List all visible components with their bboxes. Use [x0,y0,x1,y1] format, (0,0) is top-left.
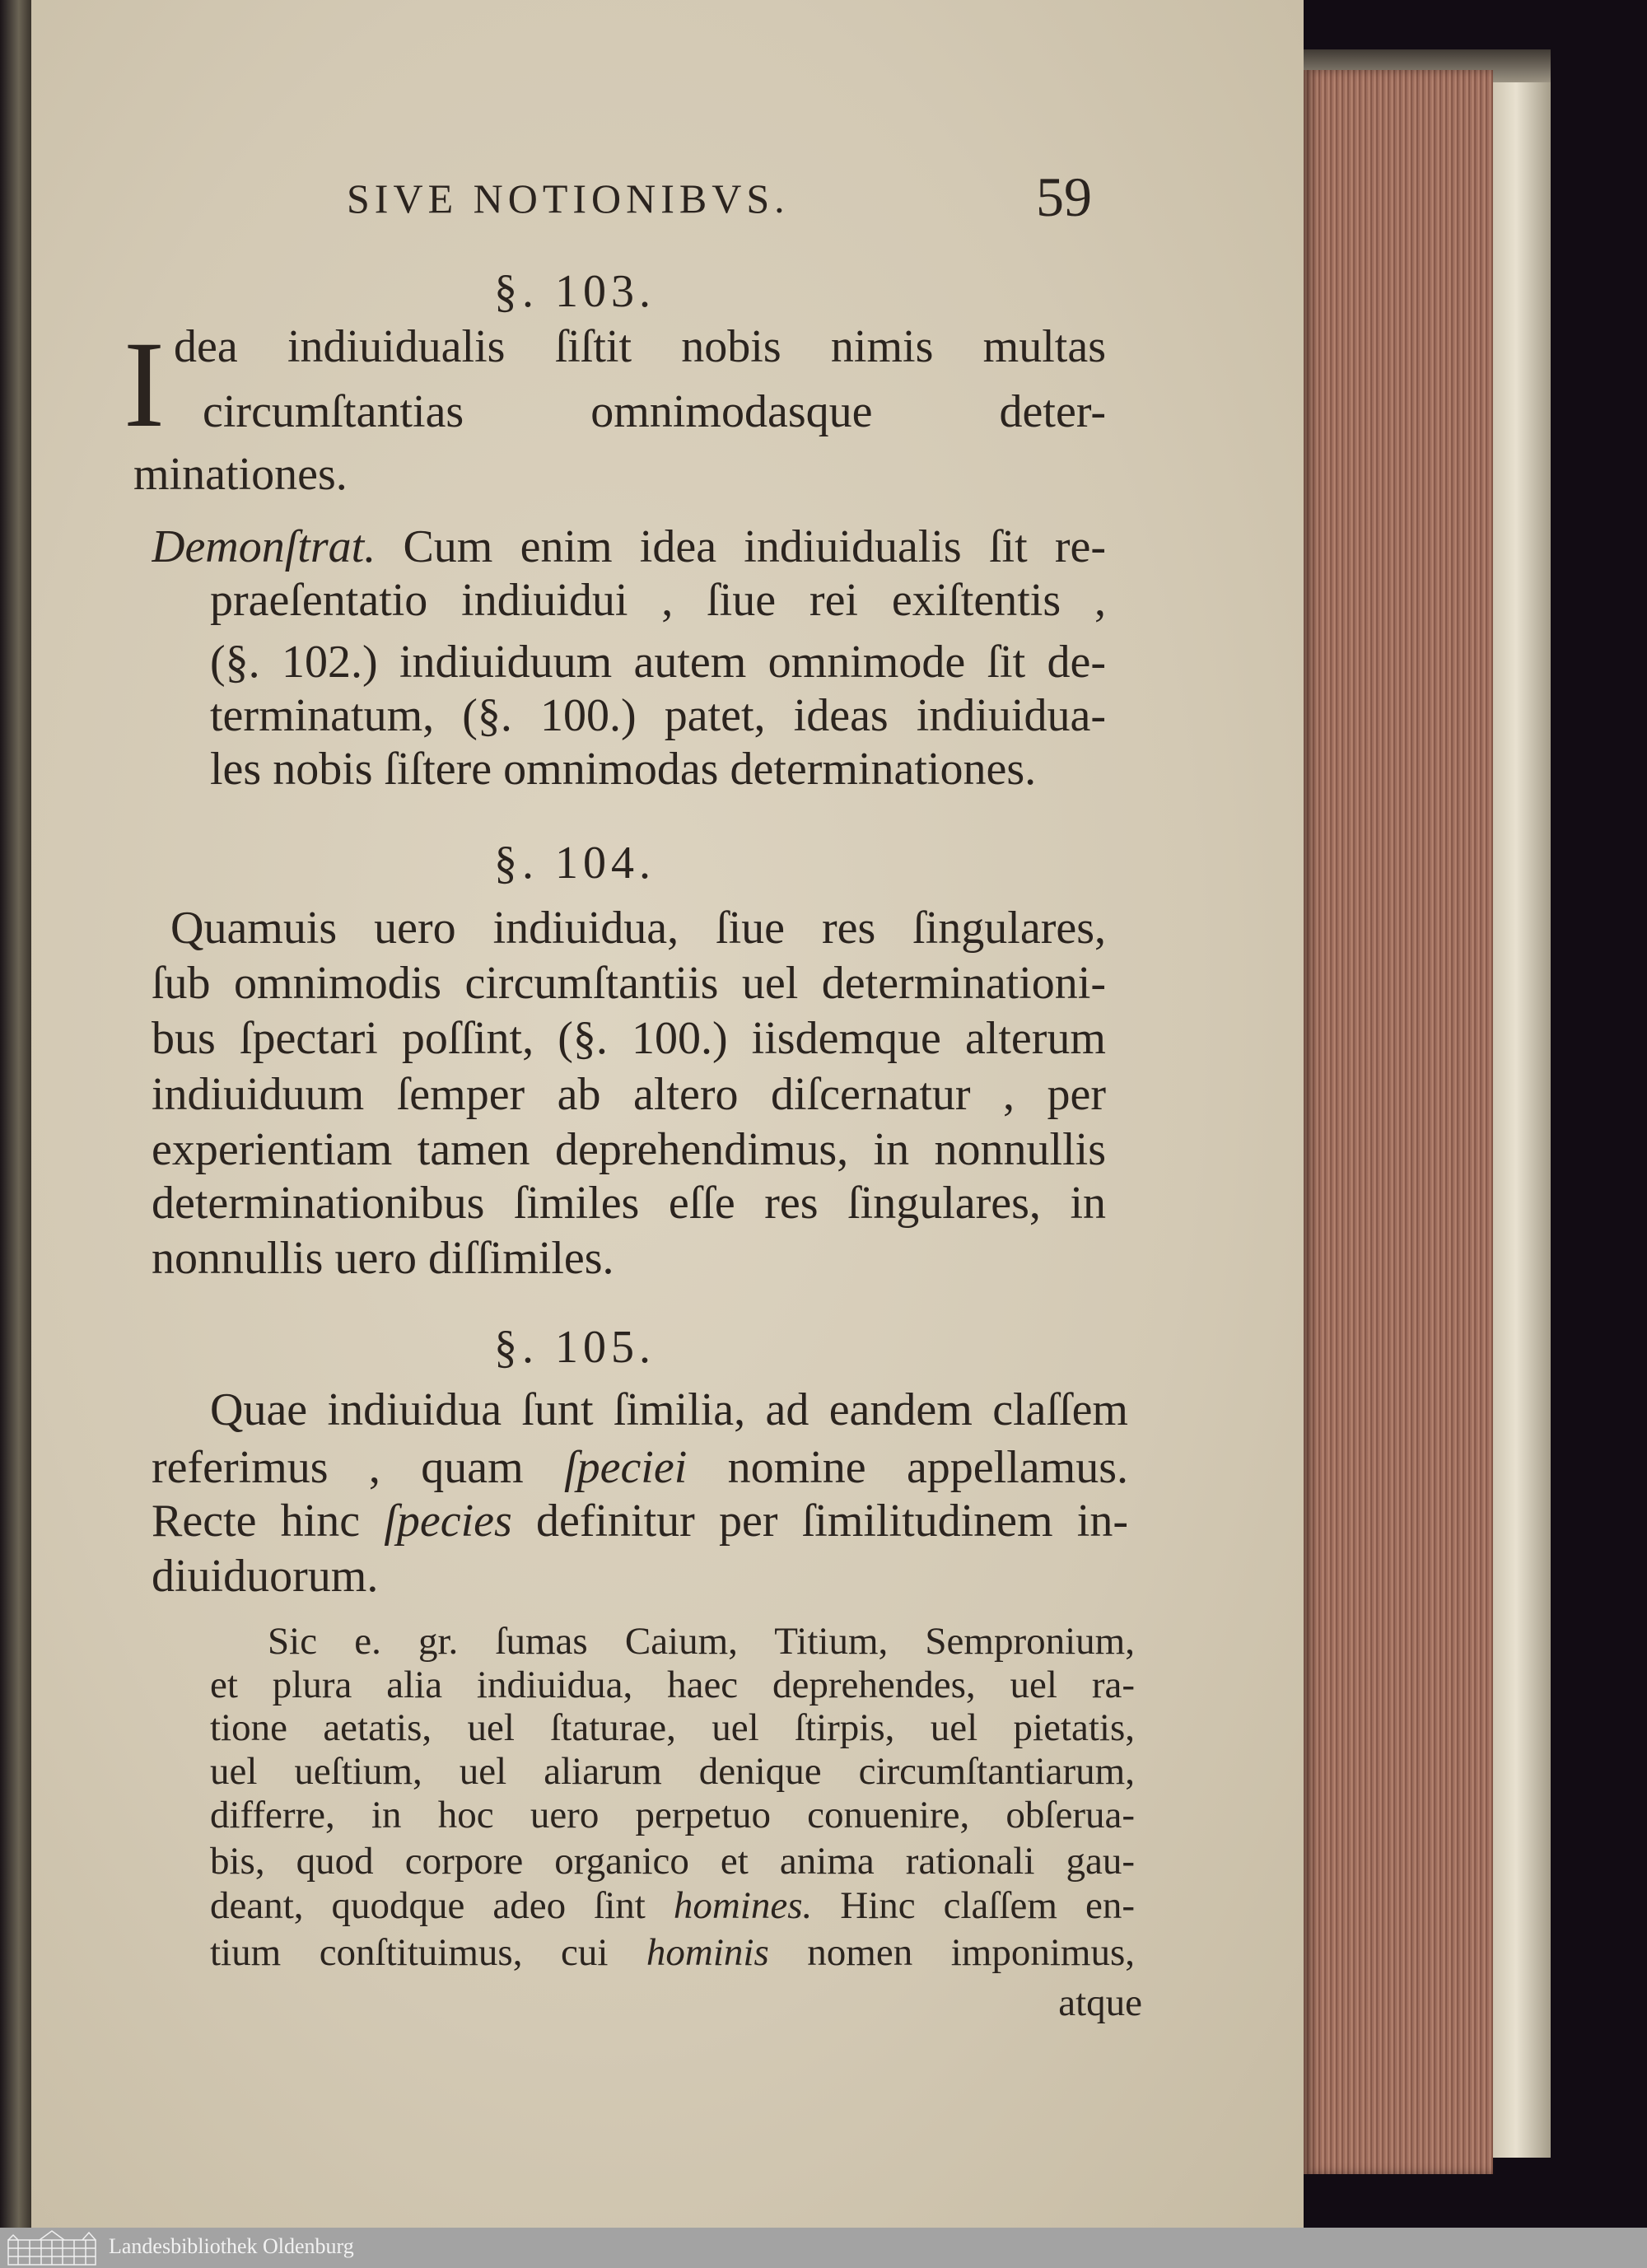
text-segment: tium conſtituimus, cui [210,1931,646,1974]
library-name: Landesbibliothek Oldenburg [109,2234,354,2258]
text-segment: nomen imponimus, [768,1931,1135,1974]
text-segment: nonnullis uero diſſimiles. [152,1233,614,1284]
text-segment: (§. 102.) indiuiduum autem omnimode ſit de- [210,637,1106,688]
text-segment: ſub omnimodis circumſtantiis uel determinationi- [152,958,1106,1009]
italic-term: ſpeciei [564,1442,688,1493]
text-segment: bis, quod corpore organico et anima rationali gau- [210,1840,1135,1883]
text-line [203,383,1106,441]
text-segment: minationes. [133,449,348,500]
text-line [210,1838,1135,1884]
text-line [268,1618,1135,1664]
text-line [133,446,348,503]
text-segment: atque [1058,1981,1142,2024]
text-line [152,1010,1106,1067]
text-segment: Quamuis uero indiuidua, ſiue res ſingulares, [170,903,1106,954]
text-line [210,740,1036,798]
text-segment: uel ueſtium, uel aliarum denique circumſtantiarum, [210,1750,1135,1793]
text-segment: Hinc claſſem en- [812,1884,1135,1927]
text-line [210,572,1106,629]
text-line [152,1547,378,1605]
text-line [210,687,1106,744]
text-line [152,954,1106,1012]
text-line [210,1705,1135,1751]
page-number: 59 [1036,166,1092,228]
italic-term: ſpecies [384,1496,512,1547]
text-segment: nomine appellamus. [687,1442,1128,1493]
text-segment: les nobis ſiſtere omnimodas determinationes. [210,744,1037,795]
text-line [152,1066,1106,1123]
text-segment: tione aetatis, uel ſtaturae, uel ſtirpis, uel pietatis, [210,1706,1135,1749]
text-segment: referimus , quam [152,1442,565,1493]
text-line [210,1930,1135,1976]
text-line [1058,1980,1142,2026]
italic-term: homines. [673,1884,813,1927]
section-mark-103: §. 103. [494,266,656,317]
text-line [210,633,1106,691]
page-edges-stack [1304,70,1493,2174]
text-segment: indiuiduum ſemper ab altero diſcernatur , per [152,1069,1106,1120]
text-line [174,318,1106,376]
text-segment: Sic e. gr. ſumas Caium, Titium, Sempronium, [268,1620,1135,1663]
text-segment: et plura alia indiuidua, haec deprehendes, uel ra- [210,1664,1135,1706]
italic-term: hominis [646,1931,769,1974]
drop-cap: I [124,316,165,453]
text-line [152,1439,1128,1496]
text-segment: praeſentatio indiuidui , ſiue rei exiſtentis , [210,575,1106,626]
text-line [152,1230,614,1287]
text-segment: circumſtantias omnimodasque deter- [203,386,1106,437]
text-segment: Quae indiuidua ſunt ſimilia, ad eandem claſſem [210,1384,1128,1435]
section-mark-105: §. 105. [494,1322,656,1373]
text-line [210,1662,1135,1708]
facing-page-edge [0,0,31,2228]
text-segment: definitur per ſimilitudinem in- [511,1496,1128,1547]
text-line [210,1883,1135,1929]
text-line [210,1748,1135,1794]
text-line [152,1121,1106,1178]
text-line [210,1381,1128,1439]
text-segment: dea indiuidualis ſiſtit nobis nimis multas [174,321,1106,372]
text-line [170,899,1106,957]
text-segment: deant, quodque adeo ſint [210,1884,674,1927]
text-segment: Recte hinc [152,1496,385,1547]
section-mark-104: §. 104. [494,838,656,889]
text-segment: Cum enim idea indiuidualis ſit re- [376,521,1106,572]
text-line [152,1174,1106,1232]
text-line [152,518,1106,576]
running-title: SIVE NOTIONIBVS. [347,175,790,222]
text-segment: bus ſpectari poſſint, (§. 100.) iisdemque alterum [152,1013,1106,1064]
text-segment: diuiduorum. [152,1551,379,1602]
italic-term: Demonſtrat. [152,521,376,572]
library-building-icon [7,2230,97,2266]
text-segment: differre, in hoc uero perpetuo conuenire, obſerua- [210,1794,1135,1836]
text-segment: terminatum, (§. 100.) patet, ideas indiuidua- [210,690,1106,741]
text-segment: determinationibus ſimiles eſſe res ſingulares, in [152,1178,1106,1229]
text-line [210,1792,1135,1838]
text-segment: experientiam tamen deprehendimus, in nonnullis [152,1124,1106,1175]
footer-bar [0,2228,1647,2268]
text-line [152,1492,1128,1550]
book-cover [1493,82,1551,2158]
